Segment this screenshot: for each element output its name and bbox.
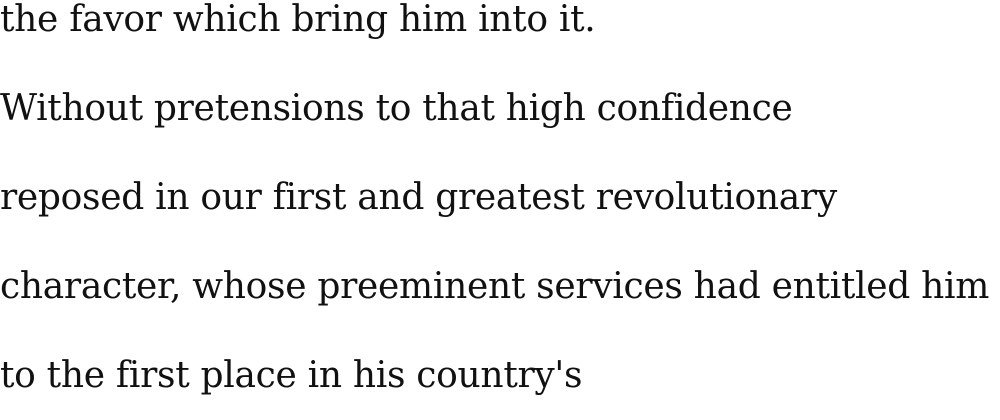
text-line-2: Without pretensions to that high confidence	[0, 88, 793, 129]
text-line-1: the favor which bring him into it.	[0, 0, 596, 40]
text-line-3: reposed in our first and greatest revolutionary	[0, 177, 837, 218]
text-line-4: character, whose preeminent services had entitled him	[0, 266, 990, 307]
text-line-5: to the first place in his country's	[0, 355, 583, 396]
